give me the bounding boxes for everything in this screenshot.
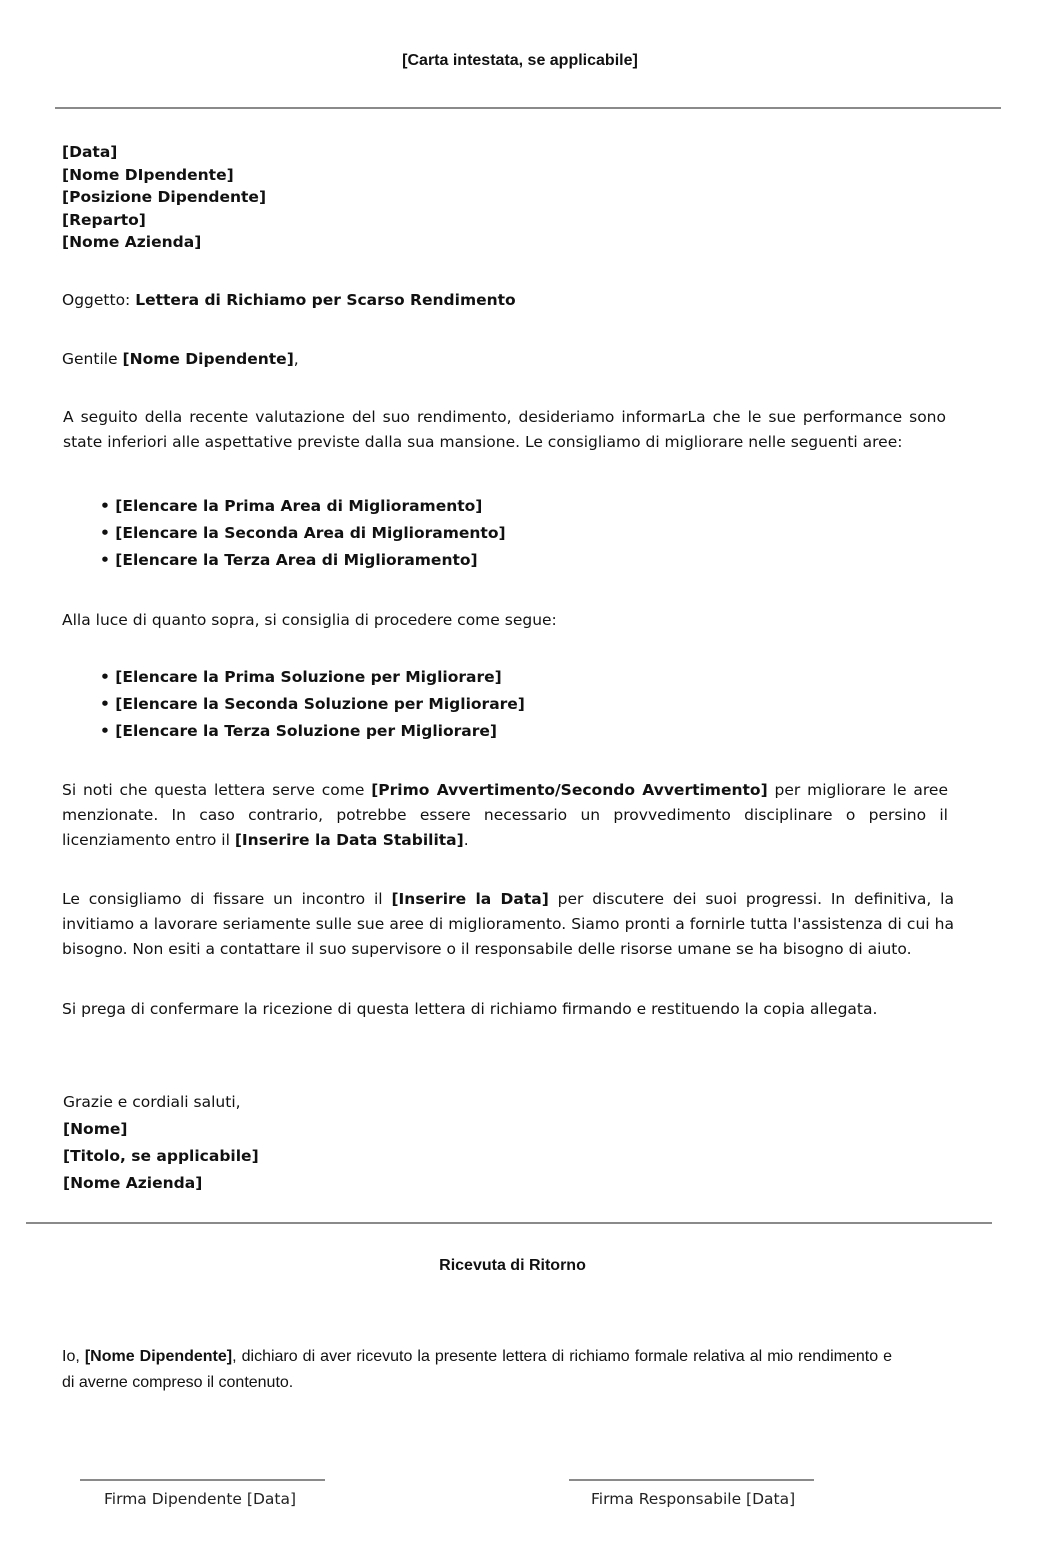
- letterhead: [Carta intestata, se applicabile]: [402, 52, 638, 69]
- manager-signature-line: [569, 1479, 814, 1481]
- subject-text: Lettera di Richiamo per Scarso Rendimento: [135, 291, 516, 309]
- intro-paragraph: A seguito della recente valutazione del suo rendimento, desideriamo informarLa che le sue performance sono state inferiori alle aspettative previste dalla sua mansione. Le consigliamo di migliorare nelle seguenti aree:: [63, 408, 946, 451]
- warning-paragraph: [62, 778, 948, 853]
- list-item: • [Elencare la Prima Area di Miglioramento]: [100, 497, 483, 515]
- company-name-field: [Nome Azienda]: [62, 233, 202, 251]
- warning-text: .: [463, 831, 469, 849]
- receipt-divider: [26, 1222, 992, 1224]
- signature-block: [63, 1089, 259, 1197]
- greeting-suffix: ,: [293, 350, 299, 368]
- subject-label: Oggetto:: [62, 291, 131, 309]
- confirm-paragraph: Si prega di confermare la ricezione di questa lettera di richiamo firmando e restituendo la copia allegata.: [62, 1000, 878, 1018]
- list-item: • [Elencare la Seconda Area di Miglioramento]: [100, 524, 506, 542]
- list-item: • [Elencare la Prima Soluzione per Migliorare]: [100, 668, 502, 686]
- manager-signature-label: Firma Responsabile [Data]: [591, 1490, 796, 1508]
- receipt-text: , dichiaro di aver ricevuto la presente lettera di richiamo formale relativa al mio rendimento e di averne compreso il contenuto.: [62, 1348, 893, 1391]
- closing-line: Grazie e cordiali saluti,: [63, 1093, 241, 1111]
- signatory-company: [Nome Azienda]: [63, 1174, 203, 1192]
- header-fields: [62, 141, 266, 254]
- solutions-intro: Alla luce di quanto sopra, si consiglia di procedere come segue:: [62, 611, 557, 629]
- list-item: • [Elencare la Terza Area di Miglioramento]: [100, 551, 478, 569]
- department-field: [Reparto]: [62, 210, 146, 229]
- employee-signature-line: [80, 1479, 325, 1481]
- date-field: [Data]: [62, 143, 118, 161]
- list-item: • [Elencare la Seconda Soluzione per Migliorare]: [100, 695, 525, 713]
- employee-position-field: [Posizione Dipendente]: [62, 188, 267, 206]
- warning-level: [Primo Avvertimento/Secondo Avvertimento]: [371, 781, 768, 799]
- meeting-text: Le consigliamo di fissare un incontro il: [62, 890, 392, 908]
- greeting-name: [Nome Dipendente]: [122, 350, 294, 368]
- receipt-title: Ricevuta di Ritorno: [439, 1257, 586, 1274]
- receipt-paragraph: [62, 1344, 892, 1396]
- meeting-text: per discutere dei suoi progressi. In definitiva, la invitiamo a lavorare seriamente sulle sue aree di miglioramento. Siamo pronti a fornirle tutta l'assistenza di cui ha bisogno. Non esiti a contattare il suo supervisore o il responsabile delle risorse umane se ha bisogno di aiuto.: [62, 890, 954, 958]
- top-divider: [55, 107, 1001, 109]
- greeting-prefix: Gentile: [62, 350, 118, 368]
- greeting: [62, 349, 299, 369]
- list-item: • [Elencare la Terza Soluzione per Migliorare]: [100, 722, 497, 740]
- warning-text: Si noti che questa lettera serve come: [62, 781, 372, 799]
- employee-signature-label: Firma Dipendente [Data]: [104, 1490, 297, 1508]
- employee-name-field: [Nome DIpendente]: [62, 165, 234, 184]
- improvement-areas-list: [100, 493, 506, 574]
- signatory-title: [Titolo, se applicabile]: [63, 1147, 259, 1165]
- signatory-name: [Nome]: [63, 1120, 128, 1138]
- meeting-paragraph: [62, 887, 954, 962]
- solutions-list: [100, 664, 525, 745]
- meeting-date: [Inserire la Data]: [391, 890, 549, 908]
- deadline-date: [Inserire la Data Stabilita]: [234, 831, 464, 849]
- receipt-text: Io,: [62, 1348, 85, 1365]
- warning-text: per migliorare le aree menzionate. In caso contrario, potrebbe essere necessario un provvedimento disciplinare o persino il licenziamento entro il: [62, 781, 948, 849]
- receipt-employee-name: [Nome Dipendente]: [84, 1348, 233, 1365]
- subject-line: [62, 290, 516, 310]
